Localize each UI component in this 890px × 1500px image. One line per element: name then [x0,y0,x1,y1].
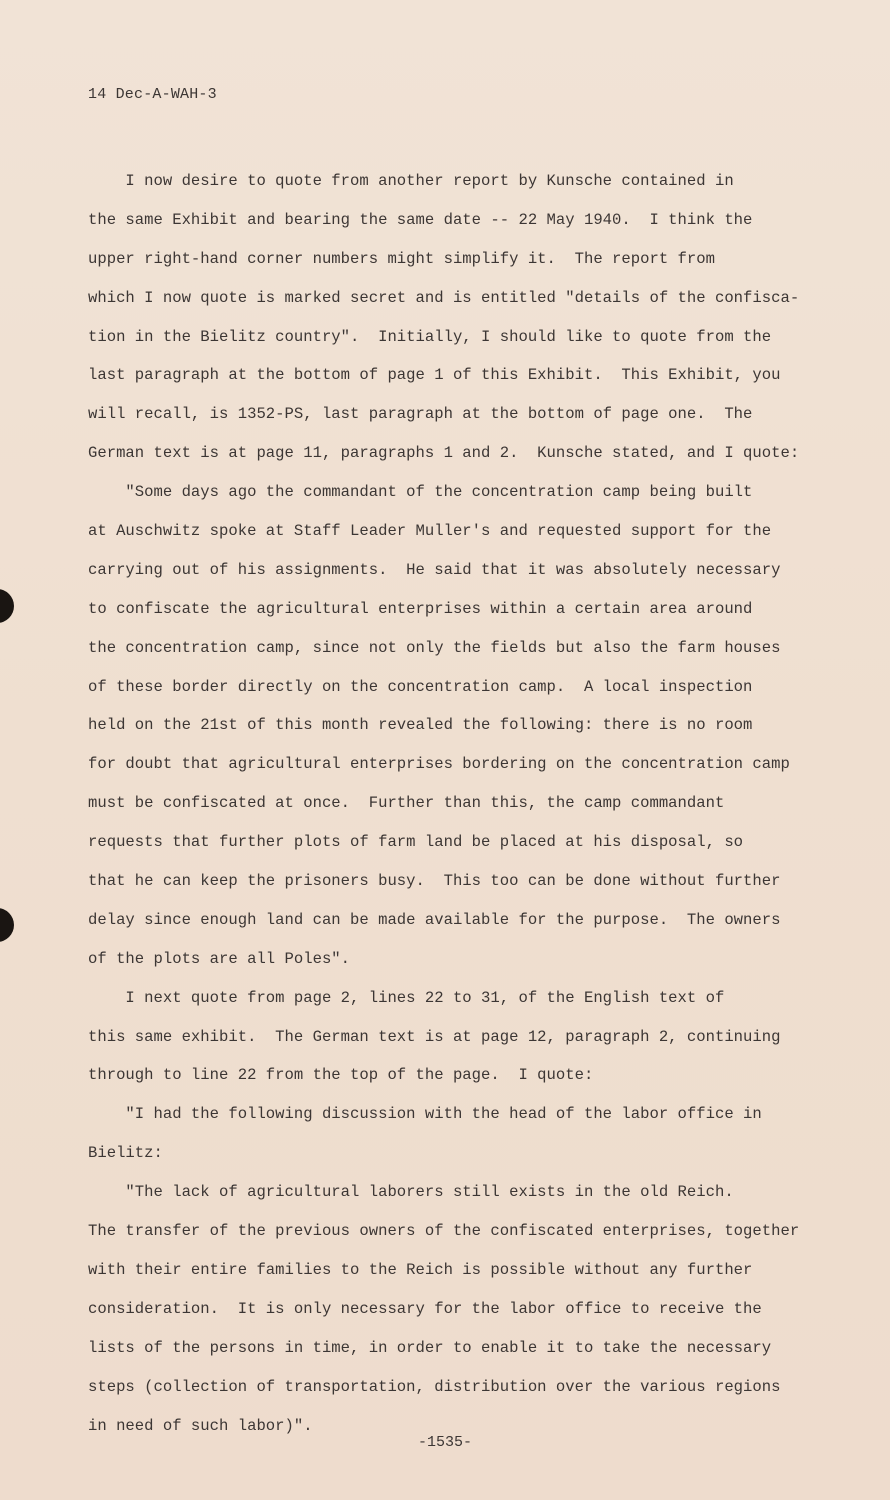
text-line: the concentration camp, since not only the fields but also the farm houses [88,638,781,657]
text-line: of these border directly on the concentration camp. A local inspection [88,677,753,696]
text-line: the same Exhibit and bearing the same date -- 22 May 1940. I think the [88,210,753,229]
text-line: must be confiscated at once. Further than this, the camp commandant [88,794,725,813]
punch-hole [0,908,14,942]
text-line: will recall, is 1352-PS, last paragraph at the bottom of page one. The [88,405,753,424]
text-line: "The lack of agricultural laborers still exists in the old Reich. [88,1183,734,1202]
text-line: that he can keep the prisoners busy. This too can be done without further [88,872,781,891]
text-line: delay since enough land can be made available for the purpose. The owners [88,910,781,929]
document-reference: 14 Dec-A-WAH-3 [88,86,217,103]
text-line: carrying out of his assignments. He said that it was absolutely necessary [88,560,781,579]
text-line: at Auschwitz spoke at Staff Leader Muller's and requested support for the [88,522,772,541]
text-line: of the plots are all Poles". [88,949,351,968]
text-line: I next quote from page 2, lines 22 to 31, of the English text of [88,988,725,1007]
page-number: -1535- [417,1434,472,1451]
text-line: lists of the persons in time, in order to enable it to take the necessary [88,1338,772,1357]
text-line: in need of such labor)". [88,1416,313,1435]
text-line: with their entire families to the Reich is possible without any further [88,1260,753,1279]
text-line: requests that further plots of farm land be placed at his disposal, so [88,833,744,852]
text-line: "Some days ago the commandant of the concentration camp being built [88,483,753,502]
body-text [88,162,828,1445]
punch-hole [0,589,14,623]
text-line: to confiscate the agricultural enterprises within a certain area around [88,599,753,618]
text-line: German text is at page 11, paragraphs 1 and 2. Kunsche stated, and I quote: [88,444,800,463]
text-line: which I now quote is marked secret and is entitled "details of the confisca- [88,288,800,307]
text-line: The transfer of the previous owners of the confiscated enterprises, together [88,1222,800,1241]
text-line: Bielitz: [88,1144,163,1163]
text-line: steps (collection of transportation, distribution over the various regions [88,1377,781,1396]
text-line: tion in the Bielitz country". Initially, I should like to quote from the [88,327,772,346]
text-line: for doubt that agricultural enterprises bordering on the concentration camp [88,755,790,774]
text-line: consideration. It is only necessary for the labor office to receive the [88,1299,762,1318]
text-line: upper right-hand corner numbers might simplify it. The report from [88,249,715,268]
text-line: I now desire to quote from another report by Kunsche contained in [88,172,734,190]
text-line: held on the 21st of this month revealed the following: there is no room [88,716,753,735]
text-line: "I had the following discussion with the head of the labor office in [88,1105,762,1124]
text-line: this same exhibit. The German text is at page 12, paragraph 2, continuing [88,1027,781,1046]
text-line: through to line 22 from the top of the page. I quote: [88,1066,594,1085]
text-line: last paragraph at the bottom of page 1 of this Exhibit. This Exhibit, you [88,366,781,385]
